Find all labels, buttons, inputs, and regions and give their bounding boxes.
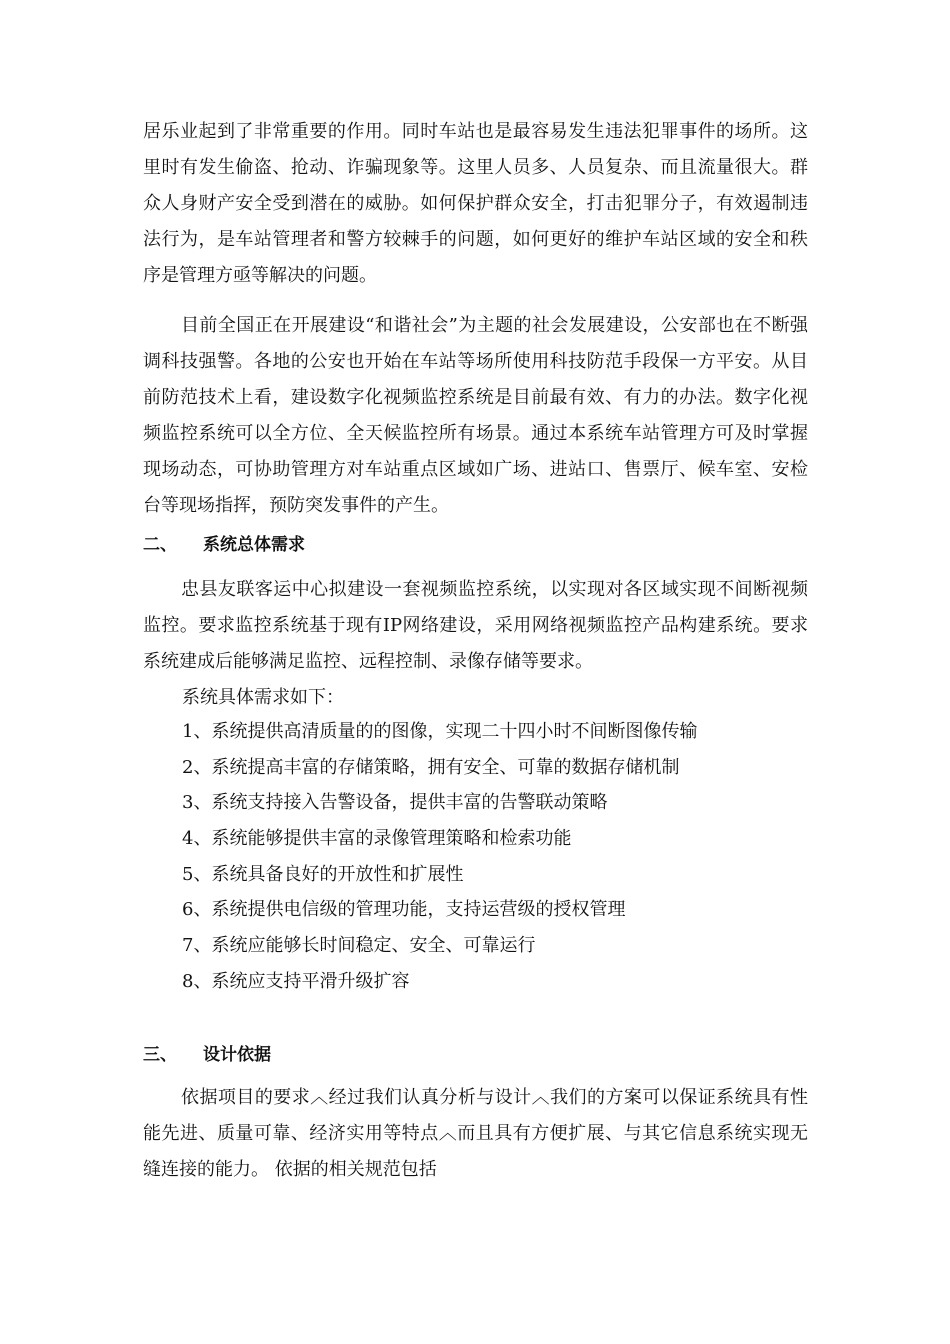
intro-paragraph: 居乐业起到了非常重要的作用。同时车站也是最容易发生违法犯罪事件的场所。这里时有发生偷盗、抢动、诈骗现象等。这里人员多、人员复杂、而且流量很大。群众人身财产安全受到潜在的威胁。如何保护群众安全，打击犯罪分子，有效遏制违法行为，是车站管理者和警方较棘手的问题，如何更好的维护车站区域的安全和秩序是管理方亟等解决的问题。 — [143, 121, 808, 286]
list-item: 2、系统提高丰富的存储策略，拥有安全、可靠的数据存储机制 — [182, 756, 680, 778]
section-3-heading — [143, 1043, 271, 1067]
list-item: 1、系统提供高清质量的的图像，实现二十四小时不间断图像传输 — [182, 721, 698, 742]
section-3-number: 三、 — [143, 1045, 177, 1065]
section-2-number: 二、 — [143, 535, 177, 555]
section-2-heading — [143, 533, 305, 557]
paragraph-harmonious-society: 目前全国正在开展建设“和谐社会”为主题的社会发展建设，公安部也在不断强调科技强警。各地的公安也开始在车站等场所使用科技防范手段保一方平安。从目前防范技术上看，建设数字化视频监控系统是目前最有效、有力的办法。数字化视频监控系统可以全方位、全天候监控所有场景。通过本系统车站管理方可及时掌握现场动态，可协助管理方对车站重点区域如广场、进站口、售票厅、候车室、安检台等现场指挥，预防突发事件的产生。 — [143, 315, 808, 516]
list-item: 8、系统应支持平滑升级扩容 — [182, 970, 410, 992]
section-2-title: 系统总体需求 — [203, 535, 305, 555]
section-3-paragraph: 依据项目的要求︿经过我们认真分析与设计︿我们的方案可以保证系统具有性能先进、质量可靠、经济实用等特点︿而且具有方便扩展、与其它信息系统实现无缝连接的能力。 依据的相关规范包括 — [143, 1087, 808, 1180]
requirements-intro: 系统具体需求如下： — [182, 687, 344, 708]
list-item: 5、系统具备良好的开放性和扩展性 — [182, 863, 464, 885]
requirements-list — [182, 720, 697, 1006]
section-2-paragraph: 忠县友联客运中心拟建设一套视频监控系统，以实现对各区域实现不间断视频监控。要求监控系统基于现有IP网络建设，采用网络视频监控产品构建系统。要求系统建成后能够满足监控、远程控制、录像存储等要求。 — [143, 579, 808, 672]
section-3-title: 设计依据 — [203, 1045, 271, 1065]
list-item: 6、系统提供电信级的管理功能，支持运营级的授权管理 — [182, 899, 626, 921]
list-item: 4、系统能够提供丰富的录像管理策略和检索功能 — [182, 828, 572, 850]
list-item: 3、系统支持接入告警设备，提供丰富的告警联动策略 — [182, 792, 608, 814]
list-item: 7、系统应能够长时间稳定、安全、可靠运行 — [182, 935, 536, 957]
